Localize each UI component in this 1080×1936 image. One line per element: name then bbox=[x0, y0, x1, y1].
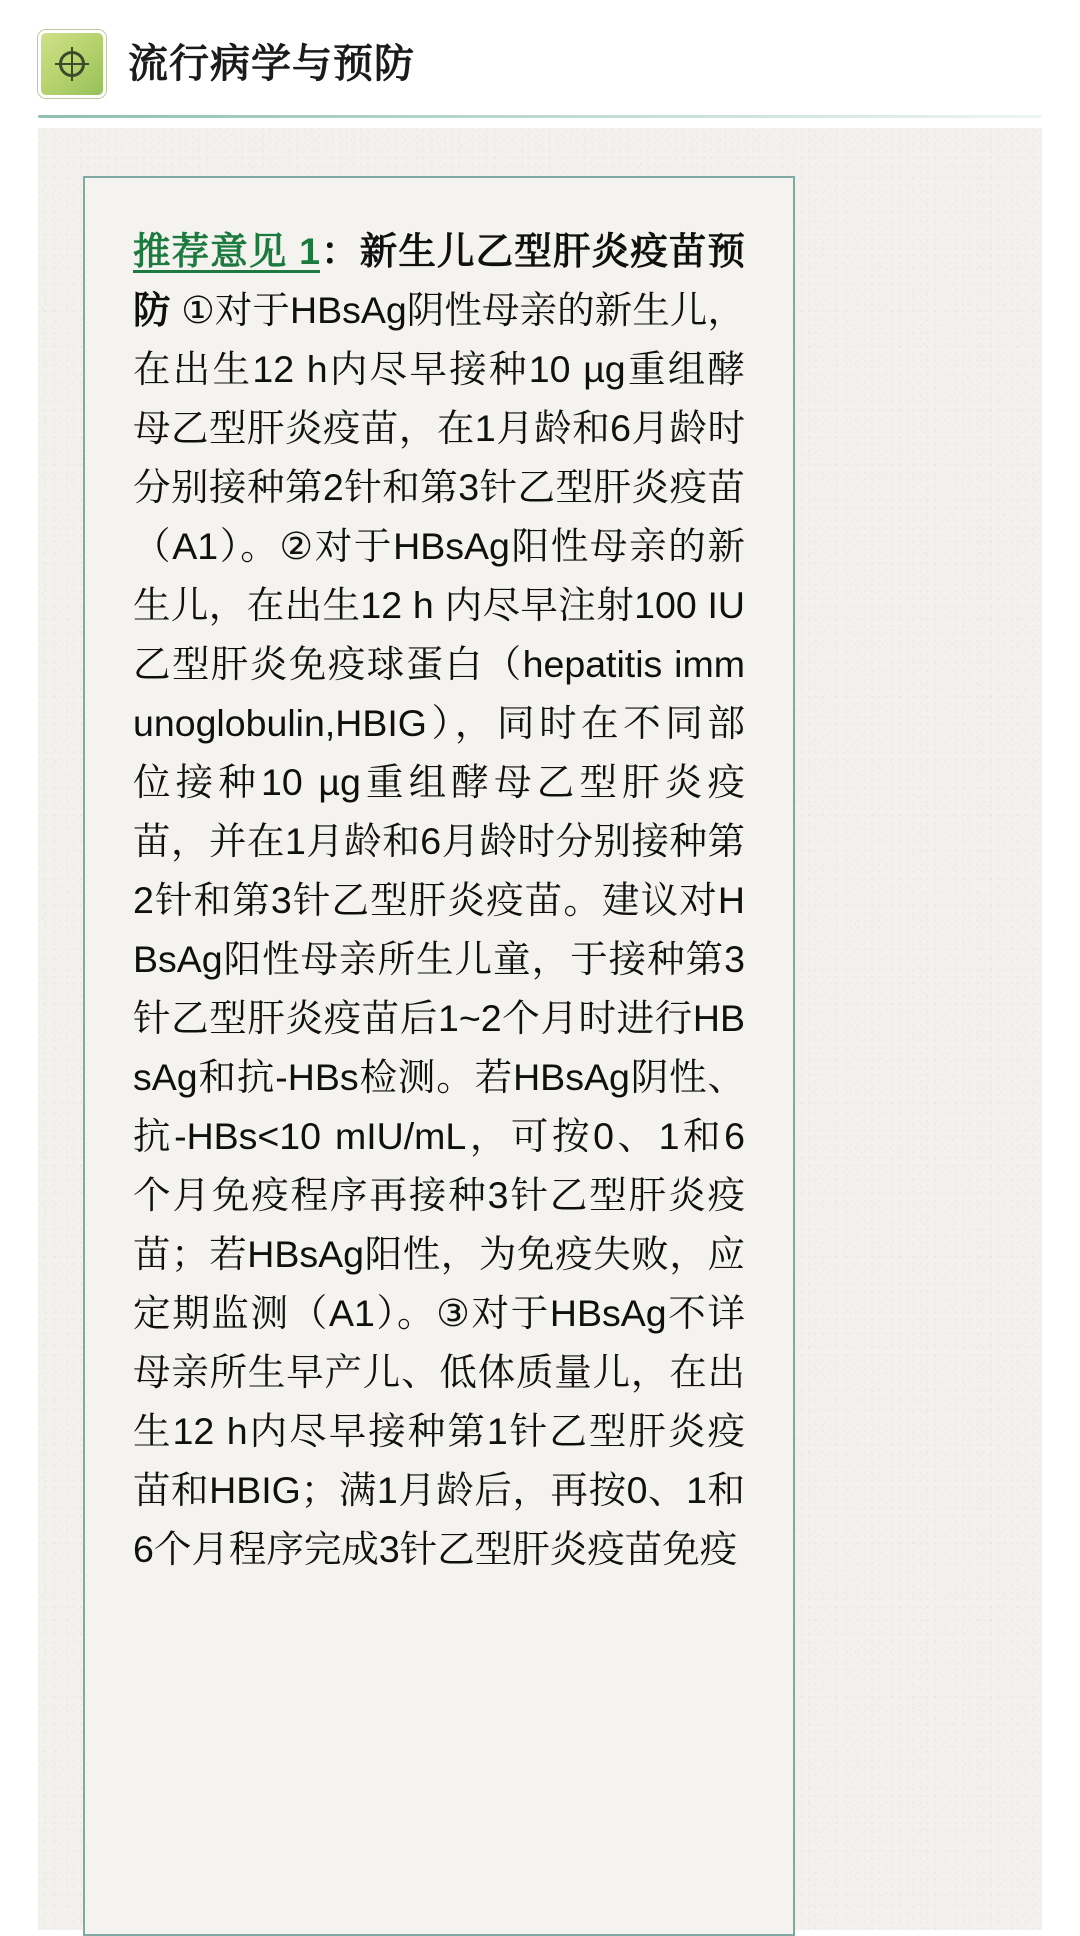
recommendation-heading: 新生儿乙型肝炎疫苗预防 bbox=[133, 230, 745, 331]
recommendation-card-body bbox=[85, 178, 793, 1579]
recommendation-separator: ： bbox=[319, 230, 360, 272]
recommendation-label: 推荐意见 1 bbox=[133, 230, 320, 272]
epidemiology-badge-icon bbox=[38, 30, 106, 98]
header-divider bbox=[38, 115, 1042, 118]
recommendation-body: ①对于HBsAg阴性母亲的新生儿，在出生12 h内尽早接种10 µg重组酵母乙型肝炎疫苗，在1月龄和6月龄时分别接种第2针和第3针乙型肝炎疫苗（A1）。②对于HBsAg阳性母亲的新生儿，在出生12 h 内尽早注射100 IU乙型肝炎免疫球蛋白（hepatitis immunoglobulin,HBIG），同时在不同部位接种10 µg重组酵母乙型肝炎疫苗，并在1月龄和6月龄时分别接种第2针和第3针乙型肝炎疫苗。建议对HBsAg阳性母亲所生儿童，于接种第3针乙型肝炎疫苗后1~2个月时进行HBsAg和抗-HBs检测。若HBsAg阴性、抗-HBs<10 mIU/mL，可按0、1和6个月免疫程序再接种3针乙型肝炎疫苗；若HBsAg阳性，为免疫失败，应定期监测（A1）。③对于HBsAg不详母亲所生早产儿、低体质量儿，在出生12 h内尽早接种第1针乙型肝炎疫苗和HBIG；满1月龄后，再按0、1和6个月程序完成3针乙型肝炎疫苗免疫 bbox=[133, 289, 746, 1570]
page-title: 流行病学与预防 bbox=[128, 42, 415, 86]
page-header bbox=[0, 0, 1080, 128]
recommendation-paragraph bbox=[133, 222, 745, 1579]
document-page bbox=[38, 128, 1042, 1930]
recommendation-card bbox=[83, 176, 795, 1936]
